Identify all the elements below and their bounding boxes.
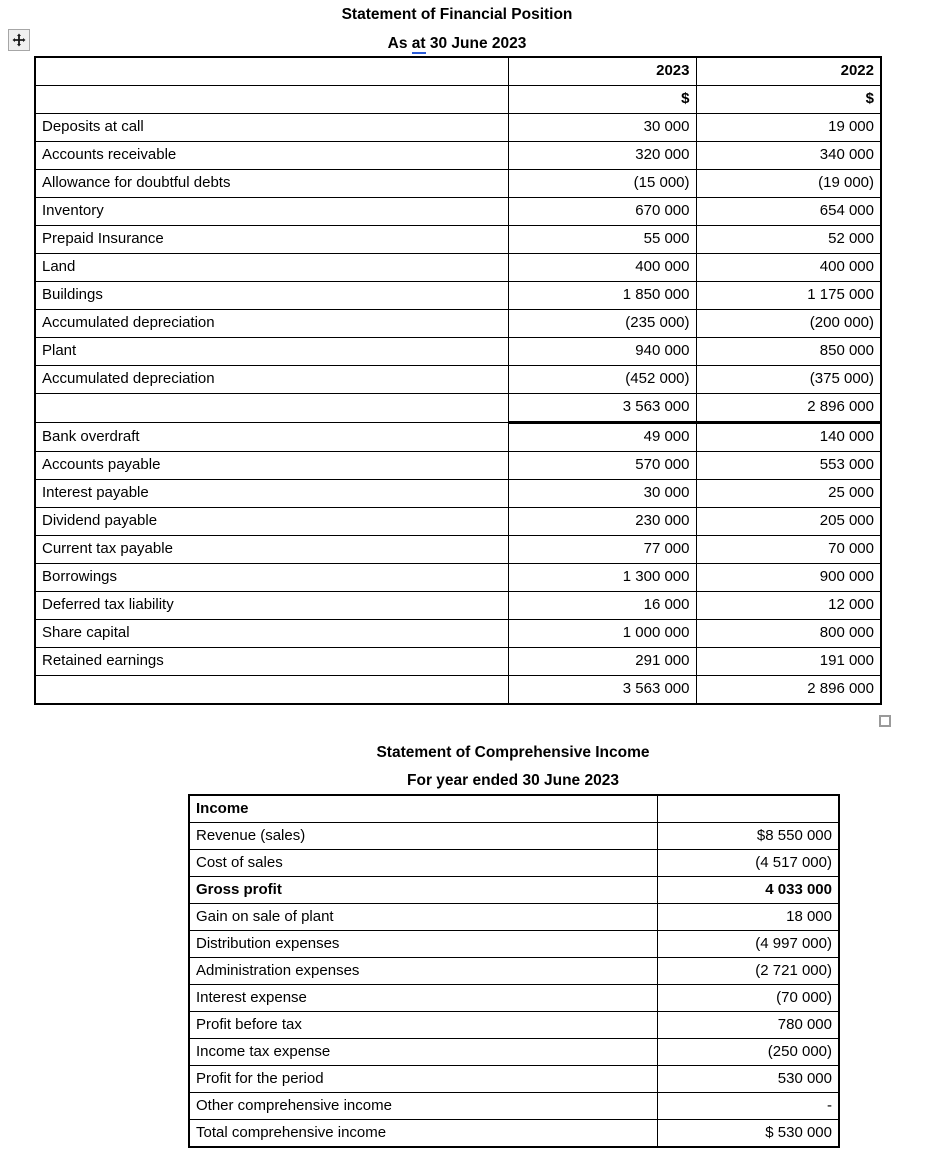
grammar-flagged-word: at xyxy=(411,34,426,52)
row-value-2022: 140 000 xyxy=(696,423,881,452)
row-label: Income tax expense xyxy=(189,1039,657,1066)
row-label xyxy=(35,394,508,423)
table-row xyxy=(35,198,881,226)
table-row xyxy=(35,282,881,310)
row-amount: (250 000) xyxy=(657,1039,839,1066)
row-label: Borrowings xyxy=(35,564,508,592)
row-label: Gross profit xyxy=(189,877,657,904)
table-row xyxy=(189,904,839,931)
row-amount: (4 997 000) xyxy=(657,931,839,958)
row-value-2023: 16 000 xyxy=(508,592,696,620)
subtitle-prefix: As xyxy=(387,34,412,52)
row-label: Accounts receivable xyxy=(35,142,508,170)
row-value-2023: 77 000 xyxy=(508,536,696,564)
row-label: Interest payable xyxy=(35,480,508,508)
row-value-2023: 30 000 xyxy=(508,114,696,142)
currency-cell-blank xyxy=(35,86,508,114)
row-label: Deferred tax liability xyxy=(35,592,508,620)
table-row xyxy=(189,877,839,904)
row-label: Land xyxy=(35,254,508,282)
table-header-row xyxy=(35,57,881,86)
row-value-2022: 2 896 000 xyxy=(696,676,881,705)
row-label: Inventory xyxy=(35,198,508,226)
table-row xyxy=(35,338,881,366)
row-amount: - xyxy=(657,1093,839,1120)
table-row xyxy=(35,142,881,170)
header-cell-blank xyxy=(35,57,508,86)
row-amount: (4 517 000) xyxy=(657,850,839,877)
table-row xyxy=(35,226,881,254)
row-value-2022: 52 000 xyxy=(696,226,881,254)
table-row xyxy=(189,1039,839,1066)
row-value-2023: 1 850 000 xyxy=(508,282,696,310)
row-label: Buildings xyxy=(35,282,508,310)
row-value-2022: (375 000) xyxy=(696,366,881,394)
row-value-2023: 55 000 xyxy=(508,226,696,254)
row-amount: (70 000) xyxy=(657,985,839,1012)
row-label: Allowance for doubtful debts xyxy=(35,170,508,198)
table-resize-handle[interactable] xyxy=(879,715,891,727)
table-row xyxy=(189,823,839,850)
row-value-2022: 800 000 xyxy=(696,620,881,648)
row-amount: (2 721 000) xyxy=(657,958,839,985)
row-label: Bank overdraft xyxy=(35,423,508,452)
table-row xyxy=(189,985,839,1012)
row-label: Total comprehensive income xyxy=(189,1120,657,1148)
table-row xyxy=(35,114,881,142)
row-value-2023: 291 000 xyxy=(508,648,696,676)
table-row xyxy=(35,620,881,648)
currency-symbol-row xyxy=(35,86,881,114)
row-value-2022: 654 000 xyxy=(696,198,881,226)
header-cell-2023: 2023 xyxy=(508,57,696,86)
row-amount xyxy=(657,795,839,823)
table-row xyxy=(35,170,881,198)
row-label: Distribution expenses xyxy=(189,931,657,958)
row-value-2022: 12 000 xyxy=(696,592,881,620)
row-value-2022: 1 175 000 xyxy=(696,282,881,310)
currency-cell-2023: $ xyxy=(508,86,696,114)
row-value-2023: (235 000) xyxy=(508,310,696,338)
row-value-2022: 205 000 xyxy=(696,508,881,536)
row-value-2023: 3 563 000 xyxy=(508,676,696,705)
table-row xyxy=(35,564,881,592)
row-value-2022: 191 000 xyxy=(696,648,881,676)
row-label: Income xyxy=(189,795,657,823)
table-row xyxy=(35,452,881,480)
row-amount: 18 000 xyxy=(657,904,839,931)
table-row xyxy=(35,254,881,282)
row-amount: 4 033 000 xyxy=(657,877,839,904)
comprehensive-income-heading-block xyxy=(188,745,838,788)
financial-position-table-container xyxy=(34,56,880,705)
table-row xyxy=(189,1093,839,1120)
header-cell-2022: 2022 xyxy=(696,57,881,86)
row-label: Deposits at call xyxy=(35,114,508,142)
comprehensive-income-subtitle: For year ended 30 June 2023 xyxy=(407,771,619,789)
comprehensive-income-table-container xyxy=(188,794,838,1148)
table-row xyxy=(35,366,881,394)
row-value-2023: 230 000 xyxy=(508,508,696,536)
financial-position-table xyxy=(34,56,882,705)
row-value-2022: 850 000 xyxy=(696,338,881,366)
row-value-2022: 340 000 xyxy=(696,142,881,170)
row-value-2022: 553 000 xyxy=(696,452,881,480)
table-row xyxy=(35,648,881,676)
row-label: Accounts payable xyxy=(35,452,508,480)
table-row xyxy=(189,850,839,877)
row-label: Accumulated depreciation xyxy=(35,366,508,394)
comprehensive-income-title: Statement of Comprehensive Income xyxy=(376,744,650,761)
row-label: Retained earnings xyxy=(35,648,508,676)
table-row xyxy=(35,423,881,452)
table-row xyxy=(189,931,839,958)
row-value-2023: 3 563 000 xyxy=(508,394,696,423)
row-label: Current tax payable xyxy=(35,536,508,564)
row-value-2023: 400 000 xyxy=(508,254,696,282)
move-cross-icon xyxy=(12,33,26,47)
row-value-2022: (19 000) xyxy=(696,170,881,198)
table-row xyxy=(189,1066,839,1093)
currency-cell-2022: $ xyxy=(696,86,881,114)
row-amount: 530 000 xyxy=(657,1066,839,1093)
row-value-2023: 570 000 xyxy=(508,452,696,480)
table-move-handle[interactable] xyxy=(8,29,30,51)
table-row xyxy=(35,592,881,620)
row-amount: $ 530 000 xyxy=(657,1120,839,1148)
row-value-2023: 49 000 xyxy=(508,423,696,452)
table-row xyxy=(189,1120,839,1148)
row-label: Administration expenses xyxy=(189,958,657,985)
row-value-2023: 1 300 000 xyxy=(508,564,696,592)
row-label: Other comprehensive income xyxy=(189,1093,657,1120)
row-label: Plant xyxy=(35,338,508,366)
row-label: Profit for the period xyxy=(189,1066,657,1093)
financial-position-heading-block xyxy=(34,7,880,51)
row-label: Dividend payable xyxy=(35,508,508,536)
row-label xyxy=(35,676,508,705)
row-value-2022: 2 896 000 xyxy=(696,394,881,423)
row-value-2022: 19 000 xyxy=(696,114,881,142)
row-value-2022: 70 000 xyxy=(696,536,881,564)
row-value-2023: (15 000) xyxy=(508,170,696,198)
row-amount: 780 000 xyxy=(657,1012,839,1039)
row-label: Gain on sale of plant xyxy=(189,904,657,931)
table-row xyxy=(35,394,881,423)
table-row xyxy=(189,958,839,985)
financial-position-subtitle xyxy=(34,36,880,52)
row-value-2022: (200 000) xyxy=(696,310,881,338)
row-label: Profit before tax xyxy=(189,1012,657,1039)
row-label: Cost of sales xyxy=(189,850,657,877)
row-label: Share capital xyxy=(35,620,508,648)
row-value-2023: 940 000 xyxy=(508,338,696,366)
row-value-2022: 900 000 xyxy=(696,564,881,592)
row-value-2023: 320 000 xyxy=(508,142,696,170)
row-label: Revenue (sales) xyxy=(189,823,657,850)
table-row xyxy=(35,536,881,564)
row-label: Accumulated depreciation xyxy=(35,310,508,338)
subtitle-suffix: 30 June 2023 xyxy=(425,34,527,52)
row-amount: $8 550 000 xyxy=(657,823,839,850)
row-value-2023: 670 000 xyxy=(508,198,696,226)
row-value-2023: 30 000 xyxy=(508,480,696,508)
financial-position-title: Statement of Financial Position xyxy=(341,6,573,23)
table-row xyxy=(35,508,881,536)
table-row xyxy=(35,480,881,508)
row-label: Interest expense xyxy=(189,985,657,1012)
table-row xyxy=(35,676,881,705)
table-row xyxy=(189,795,839,823)
row-label: Prepaid Insurance xyxy=(35,226,508,254)
row-value-2023: (452 000) xyxy=(508,366,696,394)
table-row xyxy=(35,310,881,338)
row-value-2022: 400 000 xyxy=(696,254,881,282)
row-value-2023: 1 000 000 xyxy=(508,620,696,648)
row-value-2022: 25 000 xyxy=(696,480,881,508)
table-row xyxy=(189,1012,839,1039)
comprehensive-income-table xyxy=(188,794,840,1148)
